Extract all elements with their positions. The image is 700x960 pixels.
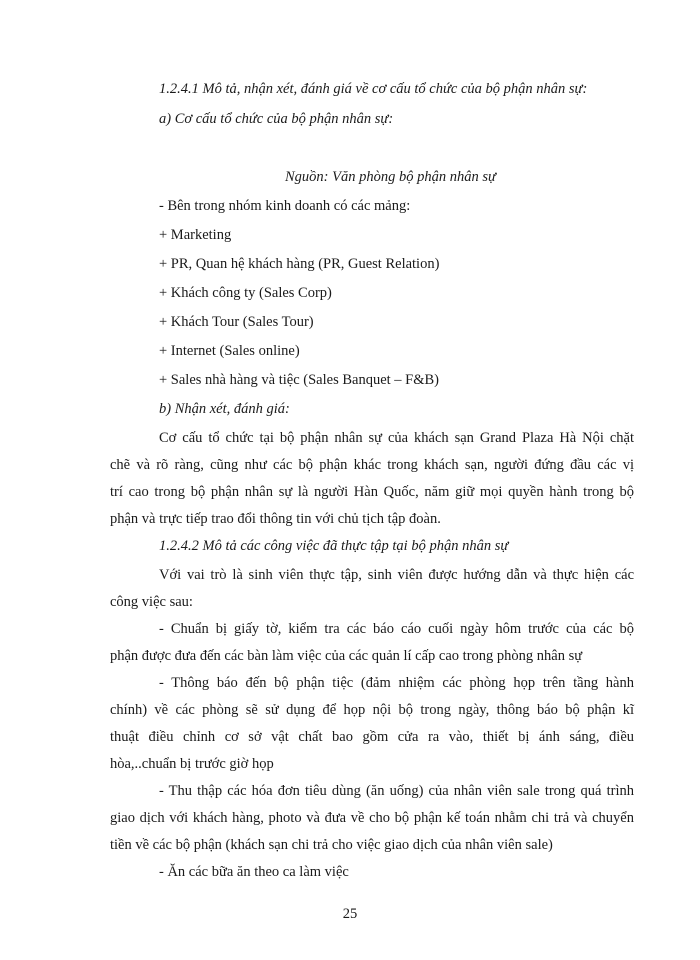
paragraph-line: trí cao trong bộ phận nhân sự là người Hàn Quốc, năm giữ mọi quyền hành trong bộ xyxy=(110,484,634,500)
list-item: + Khách công ty (Sales Corp) xyxy=(159,285,332,301)
paragraph-line: Cơ cấu tổ chức tại bộ phận nhân sự của khách sạn Grand Plaza Hà Nội chặt xyxy=(159,430,634,446)
paragraph-line: chẽ và rõ ràng, cũng như các bộ phận khác trong khách sạn, người đứng đầu các vị xyxy=(110,457,634,473)
task-line: - Ăn các bữa ăn theo ca làm việc xyxy=(159,864,349,880)
source-caption: Nguồn: Văn phòng bộ phận nhân sự xyxy=(285,169,496,185)
task-line: - Chuẩn bị giấy tờ, kiểm tra các báo cáo cuối ngày hôm trước của các bộ xyxy=(159,621,634,637)
task-line: thuật điều chỉnh cơ sở vật chất bao gồm cửa ra vào, thiết bị ánh sáng, điều xyxy=(110,729,634,745)
intro-line: - Bên trong nhóm kinh doanh có các mảng: xyxy=(159,198,411,214)
task-line: giao dịch với khách hàng, photo và đưa về cho bộ phận kế toán nhằm chi trả và chuyển xyxy=(110,810,634,826)
subheading-a: a) Cơ cấu tổ chức của bộ phận nhân sự: xyxy=(159,111,394,127)
task-line: chính) về các phòng sẽ sử dụng để họp nội bộ trong ngày, thông báo bộ phận kĩ xyxy=(110,702,634,718)
section-heading-1-2-4-1: 1.2.4.1 Mô tả, nhận xét, đánh giá về cơ cấu tổ chức của bộ phận nhân sự: xyxy=(159,81,588,97)
page-number: 25 xyxy=(342,906,358,922)
paragraph-line: phận và trực tiếp trao đổi thông tin với chủ tịch tập đoàn. xyxy=(110,511,441,527)
task-line: phận được đưa đến các bàn làm việc của các quản lí cấp cao trong phòng nhân sự xyxy=(110,648,583,664)
list-item: + Internet (Sales online) xyxy=(159,343,300,359)
task-line: hòa,..chuẩn bị trước giờ họp xyxy=(110,756,274,772)
list-item: + Khách Tour (Sales Tour) xyxy=(159,314,314,330)
section-heading-1-2-4-2: 1.2.4.2 Mô tả các công việc đã thực tập tại bộ phận nhân sự xyxy=(159,538,509,554)
paragraph-line: Với vai trò là sinh viên thực tập, sinh viên được hướng dẫn và thực hiện các xyxy=(159,567,634,583)
task-line: - Thu thập các hóa đơn tiêu dùng (ăn uống) của nhân viên sale trong quá trình xyxy=(159,783,634,799)
list-item: + Marketing xyxy=(159,227,232,243)
paragraph-line: công việc sau: xyxy=(110,594,193,610)
list-item: + PR, Quan hệ khách hàng (PR, Guest Relation) xyxy=(159,256,440,272)
list-item: + Sales nhà hàng và tiệc (Sales Banquet – F&B) xyxy=(159,372,439,388)
task-line: - Thông báo đến bộ phận tiệc (đảm nhiệm các phòng họp trên tầng hành xyxy=(159,675,634,691)
subheading-b: b) Nhận xét, đánh giá: xyxy=(159,401,290,417)
task-line: tiền về các bộ phận (khách sạn chi trả cho việc giao dịch của nhân viên sale) xyxy=(110,837,553,853)
